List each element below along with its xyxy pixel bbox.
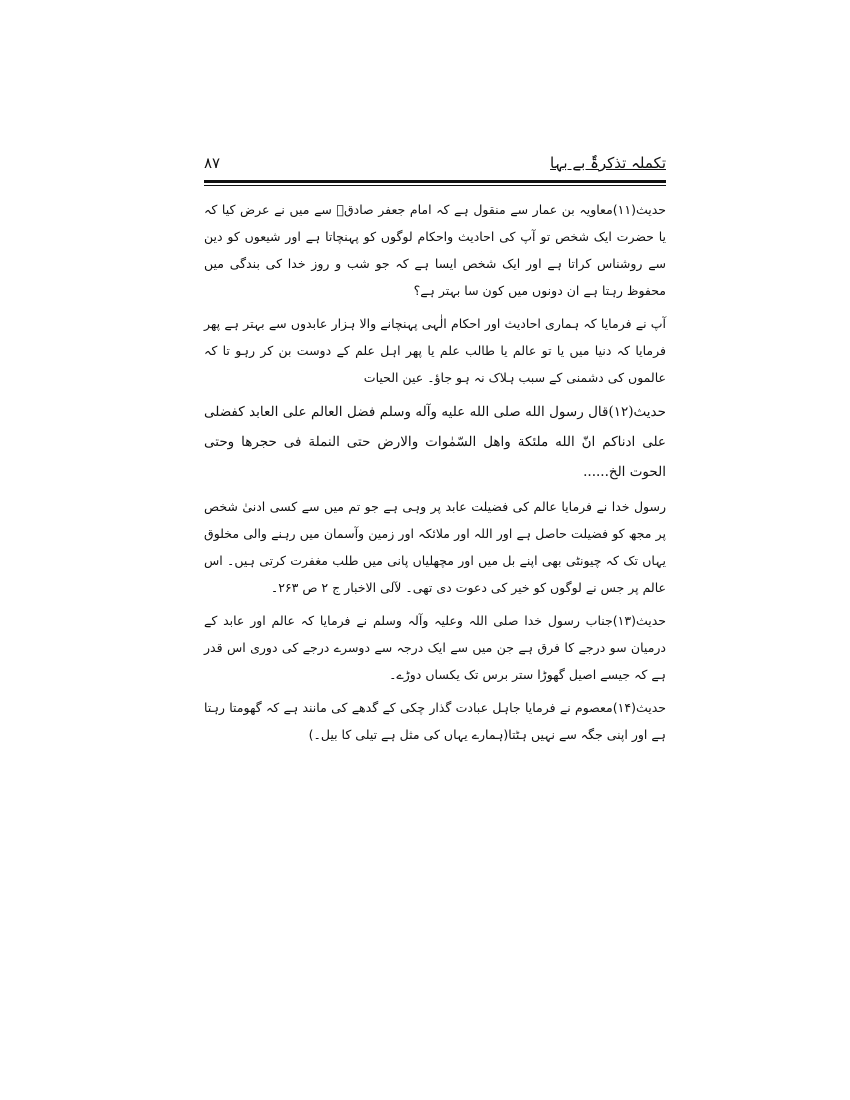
page-header	[204, 152, 666, 180]
hadith-12-translation-paragraph: رسول خدا نے فرمایا عالم کی فضیلت عابد پر وہی ہے جو تم میں سے کسی ادنیٰ شخص پر مجھ کو فضیلت حاصل ہے اور اللہ اور ملائکہ اور زمین وآسمان میں رہنے والی مخلوق یہاں تک کہ چیونٹی بھی اپنے بل میں اور مچھلیاں پانی میں طلب مغفرت کرتی ہیں۔ اس عالم پر جس نے لوگوں کو خیر کی دعوت دی تھی۔ لآلی الاخبار ج ۲ ص ۲۶۳۔	[204, 499, 666, 595]
page-body	[204, 196, 666, 754]
hadith-14-paragraph: حدیث(۱۴)معصوم نے فرمایا جاہل عبادت گذار چکی کے گدھے کی مانند ہے کہ گھومتا رہتا ہے اور اپنی جگہ سے نہیں ہٹتا(ہمارے یہاں کی مثل ہے تیلی کا بیل۔)	[204, 700, 666, 742]
page-number: ۸۷	[204, 154, 221, 172]
hadith-13-paragraph: حدیث(۱۳)جناب رسول خدا صلی اللہ وعلیہ وآلہ وسلم نے فرمایا کہ عالم اور عابد کے درمیان سو درجے کا فرق ہے جن میں سے ایک درجہ سے دوسرے درجے کی دوری اس قدر ہے کہ جیسے اصیل گھوڑا ستر برس تک یکساں دوڑے۔	[204, 613, 666, 682]
header-rule-thin	[204, 185, 666, 186]
header-rule-thick	[204, 180, 666, 183]
hadith-12-arabic-paragraph: حدیث(۱۲)قال رسول الله صلی الله علیه وآله وسلم فضل العالم علی العابد کفضلی علی ادناکم انّ الله ملئکة واهل السّمٰوات والارض حتی النملة فی حجرها وحتی الحوت الخ......	[204, 404, 666, 480]
hadith-11-paragraph: حدیث(۱۱)معاویہ بن عمار سے منقول ہے کہ امام جعفر صادقؑ سے میں نے عرض کیا کہ یا حضرت ایک شخص تو آپ کی احادیث واحکام لوگوں کو پہنچاتا ہے اور شیعوں کو دین سے روشناس کراتا ہے اور ایک شخص ایسا ہے کہ جو شب و روز خدا کی بندگی میں محفوظ رہتا ہے ان دونوں میں کون سا بہتر ہے؟	[204, 202, 666, 298]
hadith-11-answer-paragraph: آپ نے فرمایا کہ ہماری احادیث اور احکام الٰہی پہنچانے والا ہزار عابدوں سے بہتر ہے پھر فرمایا کہ دنیا میں یا تو عالم یا طالب علم یا پھر اہل علم کے دوست بن کر رہو تا کہ عالموں کی دشمنی کے سبب ہلاک نہ ہو جاؤ۔ عین الحیات	[204, 316, 666, 385]
book-title: تکملہ تذکرۃٌ بے بہا	[550, 154, 666, 172]
